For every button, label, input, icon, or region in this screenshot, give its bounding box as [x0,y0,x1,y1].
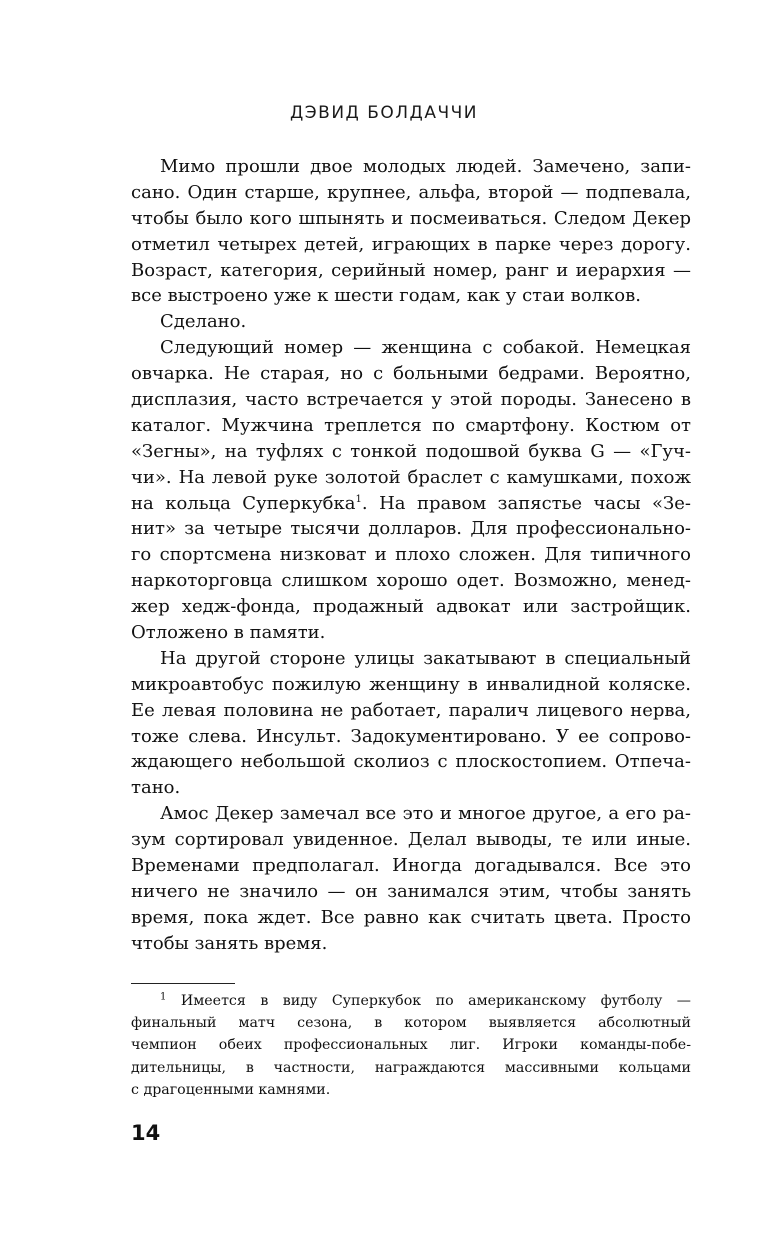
text-segment: . На правом запястье часы «Зе- [361,492,691,514]
text-line [131,491,691,517]
text-line: тоже слева. Инсульт. Задокументировано. У ее сопрово- [131,725,691,747]
footnote-reference[interactable]: 1 [355,493,362,505]
text-line: На другой стороне улицы закатывают в специальный [160,647,691,669]
text-line: жер хедж-фонда, продажный адвокат или застройщик. [131,596,691,618]
text-line: Мимо прошли двое молодых людей. Замечено, запи- [160,156,691,177]
text-line: время, пока ждет. Все равно как считать цвета. Просто [131,906,691,928]
text-line: ничего не значило — он занимался этим, чтобы занять [131,880,691,902]
footnote-line: дительницы, в частности, награждаются массивными кольцами [131,1059,691,1076]
text-line: зум сортировал увиденное. Делал выводы, те или иные. [131,829,691,851]
footnote-number: 1 [160,991,167,1003]
text-line: Амос Декер замечал все это и многое другое, а его ра- [160,803,691,825]
text-line: «Зегны», на туфлях с тонкой подошвой буква G — «Гуч- [131,440,691,462]
text-line: го спортсмена низковат и плохо сложен. Для типичного [131,544,691,566]
text-line: все выстроено уже к шести годам, как у стаи волков. [131,285,641,307]
text-line: чтобы занять время. [131,932,328,954]
text-line: Возраст, категория, серийный номер, ранг и иерархия — [131,259,691,281]
text-line: овчарка. Не старая, но с больными бедрами. Вероятно, [131,363,691,385]
footnote-line [131,990,691,1012]
text-line: каталог. Мужчина треплется по смартфону. Костюм от [131,414,691,436]
text-line: дисплазия, часто встречается у этой породы. Занесено в [131,389,691,411]
text-line: Следующий номер — женщина с собакой. Немецкая [160,337,691,359]
footnote-text: Имеется в виду Суперкубок по американскому футболу — [166,993,691,1009]
footnote-line: с драгоценными камнями. [131,1081,331,1098]
running-header: ДЭВИД БОЛДАЧЧИ [290,103,478,123]
text-line: ждающего небольшой сколиоз с плоскостопием. Отпеча- [131,751,691,773]
footnote-line: финальный матч сезона, в котором выявляется абсолютный [131,1015,691,1032]
text-line: нит» за четыре тысячи долларов. Для профессионально- [131,518,691,540]
text-line: чтобы было кого шпынять и посмеиваться. Следом Декер [131,207,691,229]
text-line: отметил четырех детей, играющих в парке через дорогу. [131,233,691,255]
text-line: Отложено в памяти. [131,622,326,644]
body-text [131,154,691,957]
text-segment: на кольца Суперкубка [131,492,356,514]
text-line: сано. Один старше, крупнее, альфа, второй — подпевала, [131,181,691,203]
text-line: Временами предполагал. Иногда догадывался. Все это [131,855,691,877]
text-line: тано. [131,777,181,799]
text-line: чи». На левой руке золотой браслет с камушками, похож [131,466,691,488]
text-line: наркоторговца слишком хорошо одет. Возможно, менед- [131,570,691,592]
footnote-line: чемпион обеих профессиональных лиг. Игроки команды-побе- [131,1037,691,1054]
text-line: микроавтобус пожилую женщину в инвалидной коляске. [131,673,691,695]
page-number: 14 [131,1121,161,1145]
footnote-divider [131,983,235,984]
footnote [131,990,691,1101]
text-line: Ее левая половина не работает, паралич лицевого нерва, [131,699,691,721]
text-line: Сделано. [160,311,247,333]
